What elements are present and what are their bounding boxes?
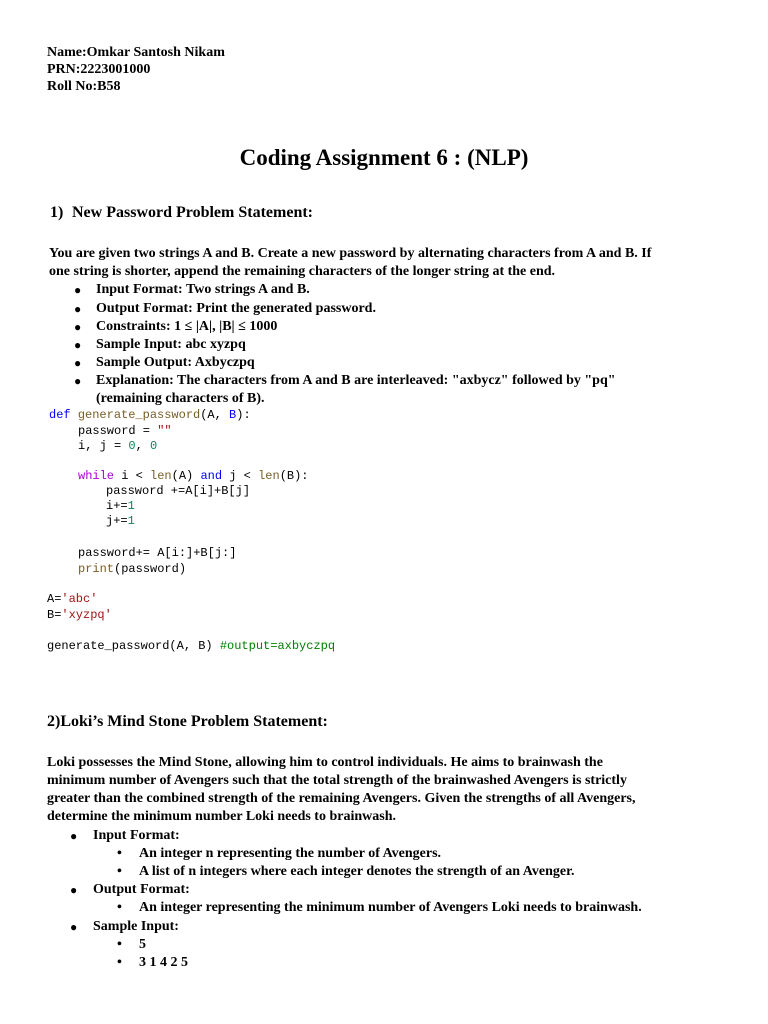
input-format-item: An integer n representing the number of Avengers. bbox=[139, 846, 442, 861]
sub-bullet-icon: • bbox=[117, 846, 122, 861]
code-number: 0 bbox=[150, 439, 158, 453]
code-text: ): bbox=[236, 408, 251, 422]
code-line bbox=[47, 608, 112, 623]
problem1-bullet: Sample Output: Axbyczpq bbox=[96, 355, 255, 370]
problem1-bullet-continuation: (remaining characters of B). bbox=[96, 391, 265, 406]
code-line bbox=[47, 592, 97, 607]
problem1-bullet: Output Format: Print the generated password. bbox=[96, 301, 376, 316]
problem1-heading-number: 1) bbox=[50, 204, 64, 221]
code-line bbox=[47, 639, 335, 654]
problem1-bullet: Constraints: 1 ≤ |A|, |B| ≤ 1000 bbox=[96, 319, 278, 334]
code-string: 'xyzpq' bbox=[61, 608, 112, 622]
code-keyword: def bbox=[49, 408, 71, 422]
student-name: Name:Omkar Santosh Nikam bbox=[47, 45, 225, 60]
bullet-icon: ● bbox=[74, 374, 82, 388]
code-text: generate_password(A, B) bbox=[47, 639, 220, 653]
code-line bbox=[78, 562, 186, 577]
output-format-item: An integer representing the minimum number of Avengers Loki needs to brainwash. bbox=[139, 900, 642, 915]
bullet-icon: ● bbox=[74, 320, 82, 334]
problem2-desc-line: Loki possesses the Mind Stone, allowing him to control individuals. He aims to brainwash the bbox=[47, 755, 603, 770]
code-builtin: len bbox=[150, 469, 172, 483]
bullet-icon: ● bbox=[70, 883, 78, 897]
code-text: , bbox=[135, 439, 151, 453]
problem2-desc-line: determine the minimum number Loki needs to brainwash. bbox=[47, 809, 396, 824]
sample-input-item: 3 1 4 2 5 bbox=[139, 955, 188, 970]
bullet-icon: ● bbox=[70, 920, 78, 934]
problem1-heading: New Password Problem Statement: bbox=[72, 204, 313, 221]
sample-input-item: 5 bbox=[139, 937, 146, 952]
bullet-icon: ● bbox=[74, 338, 82, 352]
code-builtin: len bbox=[258, 469, 280, 483]
sub-bullet-icon: • bbox=[117, 937, 122, 952]
input-format-item: A list of n integers where each integer denotes the strength of an Avenger. bbox=[139, 864, 575, 879]
code-line bbox=[106, 514, 135, 529]
code-param: B bbox=[229, 408, 237, 422]
code-text: B= bbox=[47, 608, 62, 622]
code-text: (password) bbox=[114, 562, 187, 576]
bullet-icon: ● bbox=[70, 829, 78, 843]
problem2-desc-line: greater than the combined strength of the remaining Avengers. Given the strengths of all Avengers, bbox=[47, 791, 636, 806]
code-text: j+= bbox=[106, 514, 128, 528]
code-number: 1 bbox=[127, 514, 135, 528]
code-line: password+= A[i:]+B[j:] bbox=[78, 546, 237, 560]
code-keyword: while bbox=[78, 469, 115, 483]
sample-input-label: Sample Input: bbox=[93, 919, 179, 934]
sub-bullet-icon: • bbox=[117, 864, 122, 879]
code-text: i+= bbox=[106, 499, 128, 513]
code-text: j < bbox=[222, 469, 259, 483]
input-format-label: Input Format: bbox=[93, 828, 180, 843]
code-line: password +=A[i]+B[j] bbox=[106, 484, 251, 498]
code-line bbox=[78, 424, 172, 439]
student-roll: Roll No:B58 bbox=[47, 79, 121, 94]
code-function-name: generate_password bbox=[77, 408, 201, 422]
code-line-def bbox=[49, 408, 251, 423]
problem1-desc-line1: You are given two strings A and B. Create a new password by alternating characters from A and B. If bbox=[49, 246, 652, 261]
code-text: i, j = bbox=[78, 439, 129, 453]
page-title: Coding Assignment 6 : (NLP) bbox=[239, 145, 529, 170]
code-text: (A, bbox=[200, 408, 230, 422]
bullet-icon: ● bbox=[74, 283, 82, 297]
bullet-icon: ● bbox=[74, 356, 82, 370]
student-prn: PRN:2223001000 bbox=[47, 62, 151, 77]
sub-bullet-icon: • bbox=[117, 955, 122, 970]
sub-bullet-icon: • bbox=[117, 900, 122, 915]
problem1-bullet: Sample Input: abc xyzpq bbox=[96, 337, 246, 352]
code-text: password = bbox=[78, 424, 158, 438]
code-text: A= bbox=[47, 592, 62, 606]
problem2-desc-line: minimum number of Avengers such that the total strength of the brainwashed Avengers is strictly bbox=[47, 773, 627, 788]
problem1-desc-line2: one string is shorter, append the remaining characters of the longer string at the end. bbox=[49, 264, 556, 279]
code-number: 0 bbox=[128, 439, 136, 453]
code-string: 'abc' bbox=[61, 592, 98, 606]
bullet-icon: ● bbox=[74, 302, 82, 316]
problem1-bullet: Input Format: Two strings A and B. bbox=[96, 282, 310, 297]
code-text: i < bbox=[114, 469, 151, 483]
problem1-bullet: Explanation: The characters from A and B are interleaved: "axbycz" followed by "pq" bbox=[96, 373, 616, 388]
code-text: (B): bbox=[279, 469, 309, 483]
code-line-while bbox=[78, 469, 309, 484]
code-line bbox=[106, 499, 135, 514]
code-comment: #output=axbyczpq bbox=[219, 639, 336, 653]
code-text: (A) bbox=[171, 469, 201, 483]
code-line bbox=[78, 439, 157, 454]
code-number: 1 bbox=[127, 499, 135, 513]
code-keyword: and bbox=[200, 469, 223, 483]
code-builtin: print bbox=[78, 562, 115, 576]
problem2-heading: 2)Loki’s Mind Stone Problem Statement: bbox=[47, 713, 328, 730]
output-format-label: Output Format: bbox=[93, 882, 190, 897]
code-string: "" bbox=[157, 424, 172, 438]
